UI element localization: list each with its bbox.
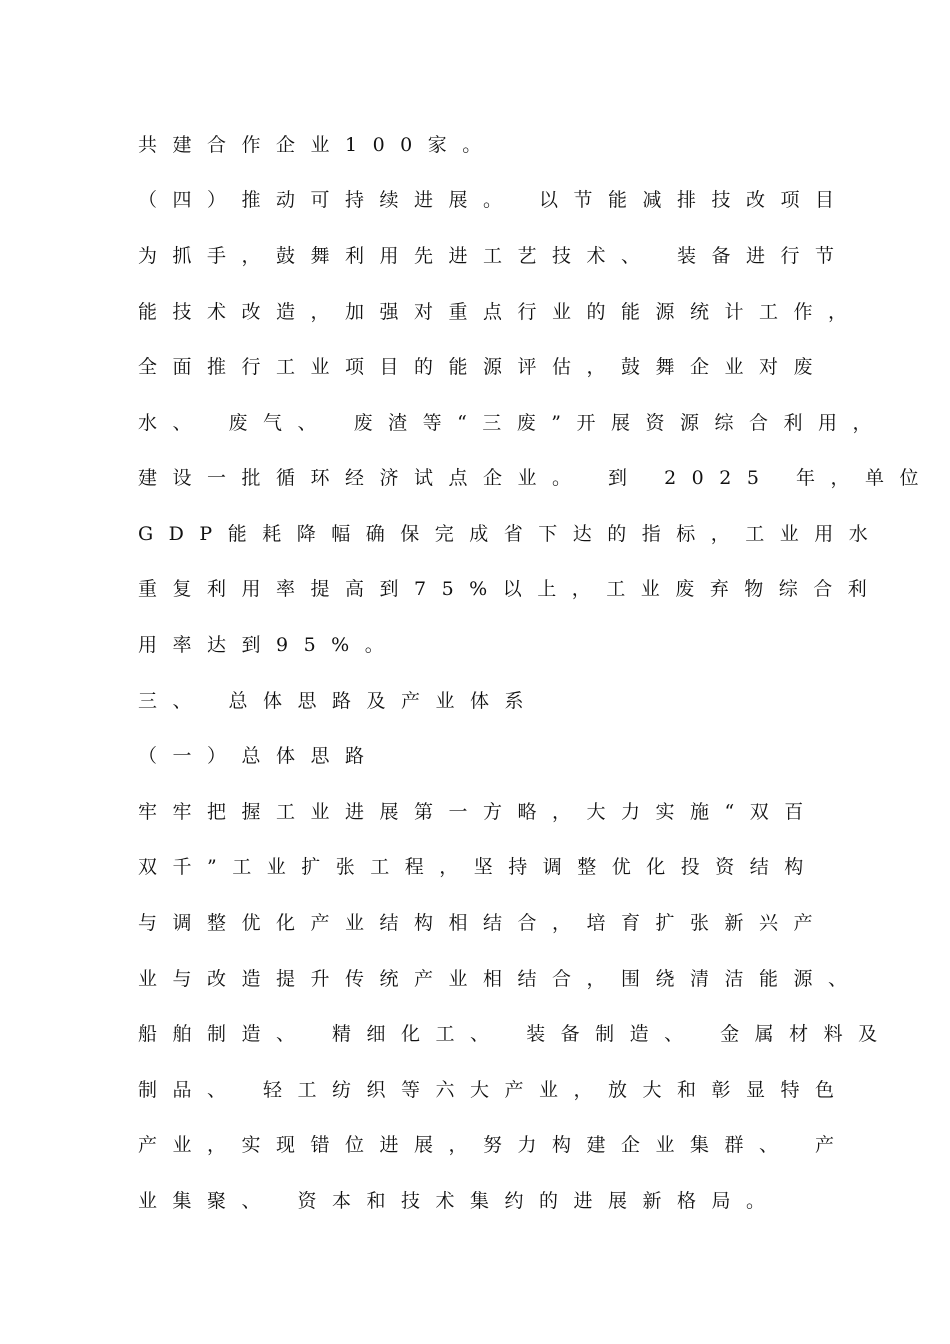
text-line: 能技术改造，加强对重点行业的能源统计工作，: [138, 301, 863, 323]
text-line: 用率达到95%。: [138, 634, 400, 656]
text-line: GDP能耗降幅确保完成省下达的指标，工业用水: [138, 523, 884, 545]
text-line: 牢牢把握工业进展第一方略，大力实施“双百: [138, 801, 819, 823]
text-line: 制品、 轻工纺织等六大产业，放大和彰显特色: [138, 1079, 850, 1101]
chapter-heading: 三、 总体思路及产业体系: [138, 690, 540, 712]
text-line: 全面推行工业项目的能源评估，鼓舞企业对废: [138, 356, 829, 378]
section-heading: （一）总体思路: [138, 745, 380, 767]
text-line: 水、 废气、 废渣等“三废”开展资源综合利用，: [138, 412, 888, 434]
text-line: 业与改造提升传统产业相结合，围绕清洁能源、: [138, 968, 863, 990]
text-line: 共建合作企业100家。: [138, 134, 497, 156]
text-line: 船舶制造、 精细化工、 装备制造、 金属材料及: [138, 1023, 893, 1045]
text-line: 建设一批循环经济试点企业。 到 2025 年，单位: [138, 467, 934, 489]
text-line: 重复利用率提高到75%以上，工业废弃物综合利: [138, 578, 883, 600]
text-line: 与调整优化产业结构相结合，培育扩张新兴产: [138, 912, 829, 934]
text-line: 双千”工业扩张工程，坚持调整优化投资结构: [138, 856, 819, 878]
text-line: 为抓手，鼓舞利用先进工艺技术、 装备进行节: [138, 245, 850, 267]
text-line: 产业，实现错位进展，努力构建企业集群、 产: [138, 1134, 850, 1156]
text-line: 业集聚、 资本和技术集约的进展新格局。: [138, 1190, 781, 1212]
section-heading: （四）推动可持续进展。 以节能减排技改项目: [138, 189, 850, 211]
